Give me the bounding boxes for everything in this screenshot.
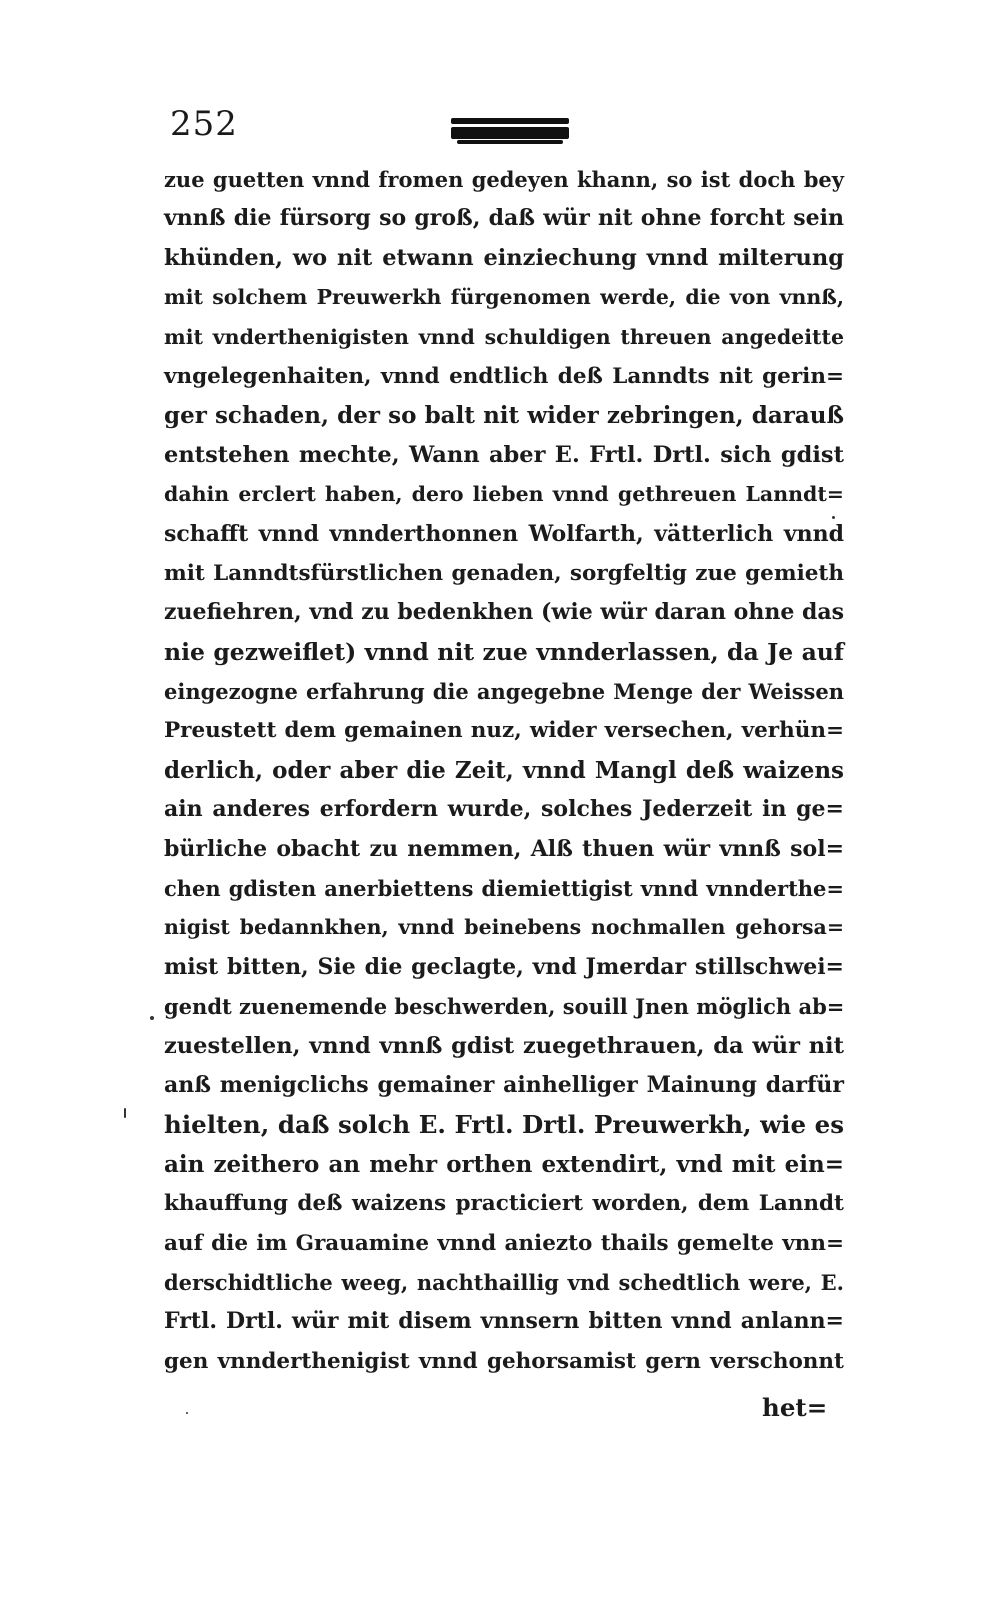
text-line: auf die im Grauamine vnnd aniezto thails gemelte vnn=	[164, 1230, 844, 1256]
text-line: eingezogne erfahrung die angegebne Menge der Weissen	[164, 679, 844, 705]
text-line: zuefiehren, vnd zu bedenkhen (wie wür daran ohne das	[164, 599, 845, 626]
text-line: Frtl. Drtl. wür mit disem vnnsern bitten vnnd anlann=	[164, 1308, 844, 1335]
text-line: nie gezweiflet) vnnd nit zue vnnderlassen, da Je auf	[164, 637, 844, 666]
header-ornament-rule	[451, 118, 569, 146]
text-line: zuestellen, vnnd vnnß gdist zuegethrauen, da wür nit	[164, 1032, 844, 1059]
rule-bar-middle	[451, 127, 569, 139]
body-text	[164, 160, 844, 1381]
rule-bar-top	[451, 118, 569, 124]
text-line: derschidtliche weeg, nachthaillig vnd schedtlich were, E.	[164, 1269, 844, 1295]
text-line: anß menigclichs gemainer ainhelliger Mainung darfür	[164, 1071, 844, 1098]
text-line: vnnß die fürsorg so groß, daß wür nit ohne forcht sein	[164, 205, 844, 232]
text-line: ger schaden, der so balt nit wider zebringen, darauß	[164, 402, 844, 430]
text-line: entstehen mechte, Wann aber E. Frtl. Drtl. sich gdist	[164, 441, 844, 468]
text-line: hielten, daß solch E. Frtl. Drtl. Preuwerkh, wie es	[164, 1110, 844, 1140]
text-line: chen gdisten anerbiettens diemiettigist vnnd vnnderthe=	[164, 876, 844, 902]
text-line: vngelegenhaiten, vnnd endtlich deß Lanndts nit gerin=	[164, 363, 844, 389]
page-number: 252	[170, 104, 238, 144]
text-line: khünden, wo nit etwann einziechung vnnd milterung	[164, 244, 844, 271]
text-line: mit solchem Preuwerkh fürgenomen werde, die von vnnß,	[164, 285, 844, 310]
text-line: ain zeithero an mehr orthen extendirt, vnd mit ein=	[164, 1150, 844, 1178]
text-line: bürliche obacht zu nemmen, Alß thuen wür vnnß sol=	[164, 835, 844, 862]
catchword: het=	[762, 1393, 828, 1422]
text-line: Preustett dem gemainen nuz, wider versechen, verhün=	[164, 718, 844, 744]
text-line: khauffung deß waizens practiciert worden, dem Lanndt	[164, 1191, 844, 1217]
text-line: dahin erclert haben, dero lieben vnnd gethreuen Lanndt=	[164, 482, 844, 507]
text-line: gendt zuenemende beschwerden, souill Jnen möglich ab=	[164, 994, 845, 1020]
text-line: ain anderes erfordern wurde, solches Jederzeit in ge=	[164, 796, 844, 823]
text-line: nigist bedannkhen, vnnd beinebens nochmallen gehorsa=	[164, 915, 844, 940]
text-line: mist bitten, Sie die geclagte, vnd Jmerdar stillschwei=	[164, 953, 844, 980]
text-line: gen vnnderthenigist vnnd gehorsamist gern verschonnt	[164, 1348, 844, 1374]
text-line: derlich, oder aber die Zeit, vnnd Mangl deß waizens	[164, 756, 844, 784]
rule-bar-bottom	[457, 140, 563, 144]
text-line: mit Lanndtsfürstlichen genaden, sorgfeltig zue gemieth	[164, 560, 844, 586]
ink-speck	[832, 516, 835, 519]
ink-speck	[124, 1108, 126, 1118]
ink-speck	[186, 1412, 188, 1414]
text-line: schafft vnnd vnnderthonnen Wolfarth, vätterlich vnnd	[164, 520, 844, 547]
ink-speck	[150, 1016, 154, 1020]
text-line: mit vnderthenigisten vnnd schuldigen threuen angedeitte	[164, 324, 844, 349]
text-line: zue guetten vnnd fromen gedeyen khann, so ist doch bey	[164, 167, 844, 192]
